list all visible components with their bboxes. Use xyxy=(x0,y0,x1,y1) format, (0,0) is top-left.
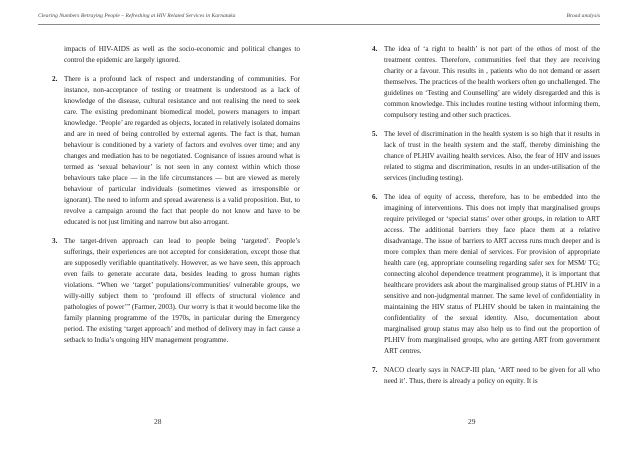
list-text: The target-driven approach can lead to people being ‘targeted’. People’s sufferings, their experiences are not accepted for consideration, except those that are supposedly verifiable quantitatively. However, as we have seen, this approach even fails to generate accurate data, besides leading to gross human rights violations. “When we ‘target’ populations/communities/ vulnerable groups, we willy-nilly subject them to ‘profound ill effects of structural violence and pathologies of power’” (Farmer, 2003). Our worry is that it would become like the family planning programme of the 1970s, in particular during the Emergency period. The existing ‘target approach’ and method of delivery may in fact cause a setback to India’s ongoing HIV management programme. xyxy=(64,237,300,344)
page-number-right: 29 xyxy=(468,417,476,426)
list-item-6 xyxy=(372,192,600,357)
right-page-column xyxy=(372,44,600,395)
list-number: 2. xyxy=(52,75,58,83)
list-number: 3. xyxy=(52,237,58,245)
list-text: The level of discrimination in the health system is so high that it results in lack of trust in the health system and the staff, thereby diminishing the chance of PLHIV availing health services. Also, the fear of HIV and issues related to stigma and discrimination, results in an under-utilisation of the services (including testing). xyxy=(384,130,600,182)
left-page-column xyxy=(52,44,300,354)
list-item-4 xyxy=(372,44,600,121)
list-text: NACO clearly says in NACP-III plan, ‘ART need to be given for all who need it’. Thus, there is already a policy on equity. It is xyxy=(384,366,600,385)
list-text: There is a profound lack of respect and understanding of communities. For instance, non-acceptance of testing or treatment is understood as a lack of knowledge of the disease, cultural resistance and not realising the need to seek care. The existing predominant biomedical model, powers managers to impart knowledge. ‘People’ are regarded as objects, located in relatively isolated domains and are in need of being controlled by external agents. The fact is that, human behaviour is conditioned by a variety of factors and evolves over time; and any changes and mediation has to be negotiated. Cognisance of issues around what is termed as ‘sexual behaviour’ is not seen in any context within which those behaviours take place — in the life circumstances — but are viewed as merely behaviour of particular individuals (sometimes viewed as irresponsible or ignorant). The need to inform and spread awareness is a valid proposition. But, to revolve a campaign around the fact that people do not know and have to be educated is not just limiting and narrow but also arrogant. xyxy=(64,75,300,226)
list-text: The idea of ‘a right to health’ is not part of the ethos of most of the treatment centres. Therefore, communities feel that they are receiving charity or a favour. This results in , patients who do not demand or assert themselves. The practices of the health workers often go unchallenged. The guidelines on ‘Testing and Counselling’ are widely disregarded and this is common knowledge. This includes routine testing without informing them, compulsory testing and other such practices. xyxy=(384,45,600,119)
list-number: 5. xyxy=(372,130,378,138)
list-item-5 xyxy=(372,129,600,184)
continuation-paragraph: impacts of HIV-AIDS as well as the socio-economic and political changes to control the epidemic are largely ignored. xyxy=(64,45,300,64)
list-number: 6. xyxy=(372,193,378,201)
list-item-7 xyxy=(372,365,600,387)
list-number: 7. xyxy=(372,366,378,374)
list-item-2 xyxy=(52,74,300,228)
running-header xyxy=(38,12,600,25)
list-text: The idea of equity of access, therefore, has to be embedded into the imagining of interventions. This does not imply that marginalised groups require privileged or ‘special status’ over other groups, in relation to ART access. The additional barriers they face place them at a relative disadvantage. The issue of barriers to ART access runs much deeper and is more complex than mere denial of services. For provision of appropriate health care (eg, appropriate counseling regarding safer sex for MSM/ TG; connecting alcohol dependence treatment programme), it is important that healthcare providers ask about the marginalised group status of PLHIV in a sensitive and non-judgmental manner. The same level of confidentiality in maintaining the HIV status of PLHIV should be taken in maintaining the confidentiality of the sexual identity. Also, documentation about marginalised group status may also help us to find out the proportion of PLHIV from marginalised groups, who are getting ART from government ART centres. xyxy=(384,193,600,355)
page-number-left: 28 xyxy=(154,417,162,426)
header-right-title: Broad analysis xyxy=(566,13,600,19)
list-number: 4. xyxy=(372,45,378,53)
list-item-3 xyxy=(52,236,300,346)
header-left-title: Clearing Numbers Betraying People – Refreshing at HIV Related Services in Karnataka xyxy=(38,13,236,19)
